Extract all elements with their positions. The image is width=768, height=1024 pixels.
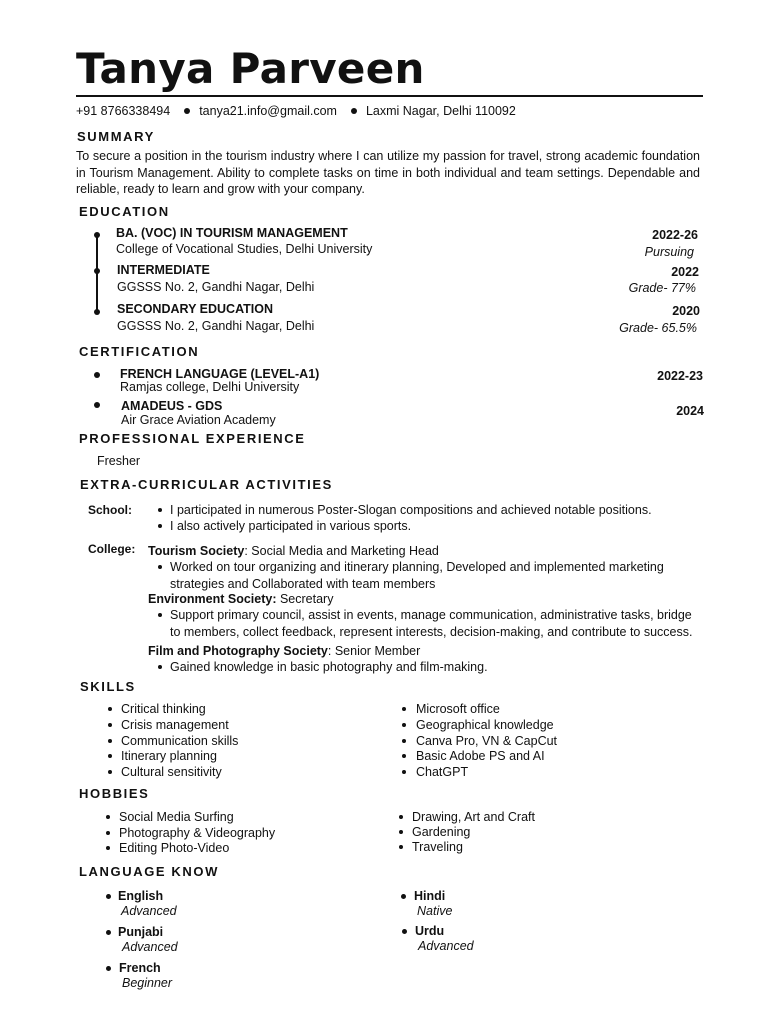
skill-item: Basic Adobe PS and AI — [416, 749, 545, 763]
language-level: Beginner — [122, 976, 173, 990]
certification-title: FRENCH LANGUAGE (LEVEL-A1) — [120, 367, 320, 381]
summary-heading: SUMMARY — [77, 129, 155, 144]
college-label: College: — [88, 542, 136, 556]
timeline-dot — [94, 232, 100, 238]
education-note: Pursuing — [644, 245, 694, 259]
college-society: Film and Photography Society: Senior Member — [148, 644, 421, 658]
education-note: Grade- 77% — [628, 281, 696, 295]
list-bullet — [106, 846, 110, 850]
location: Laxmi Nagar, Delhi 110092 — [365, 104, 516, 118]
list-bullet — [106, 894, 111, 899]
education-place: GGSSS No. 2, Gandhi Nagar, Delhi — [117, 280, 315, 294]
list-bullet — [106, 815, 110, 819]
experience-text: Fresher — [97, 454, 141, 468]
list-bullet — [402, 770, 406, 774]
list-bullet — [401, 894, 406, 899]
education-year: 2022 — [671, 265, 699, 279]
languages-heading: LANGUAGE KNOW — [79, 864, 219, 879]
school-activity: I participated in numerous Poster-Slogan compositions and achieved notable positions. — [170, 503, 652, 517]
skill-item: Cultural sensitivity — [121, 765, 222, 779]
certification-title: AMADEUS - GDS — [121, 399, 223, 413]
list-bullet — [399, 815, 403, 819]
certification-year: 2024 — [676, 404, 704, 418]
list-bullet — [108, 754, 112, 758]
school-activity: I also actively participated in various sports. — [170, 519, 412, 533]
list-bullet — [108, 770, 112, 774]
list-bullet — [402, 754, 406, 758]
language-level: Native — [417, 904, 453, 918]
list-bullet — [108, 739, 112, 743]
hobbies-heading: HOBBIES — [79, 786, 150, 801]
education-year: 2020 — [672, 304, 700, 318]
list-bullet — [158, 565, 162, 569]
hobby-item: Gardening — [412, 825, 471, 839]
certification-heading: CERTIFICATION — [79, 344, 200, 359]
list-bullet — [402, 723, 406, 727]
certification-place: Ramjas college, Delhi University — [120, 380, 300, 394]
list-bullet — [402, 739, 406, 743]
skill-item: Crisis management — [121, 718, 229, 732]
certification-bullet — [94, 402, 100, 408]
timeline-dot — [94, 268, 100, 274]
skill-item: Communication skills — [121, 734, 239, 748]
language-level: Advanced — [418, 939, 474, 953]
skill-item: ChatGPT — [416, 765, 469, 779]
skill-item: Itinerary planning — [121, 749, 217, 763]
timeline-dot — [94, 309, 100, 315]
list-bullet — [399, 845, 403, 849]
certification-year: 2022-23 — [657, 369, 703, 383]
certification-bullet — [94, 372, 100, 378]
hobby-item: Drawing, Art and Craft — [412, 810, 535, 824]
separator-dot — [351, 108, 357, 114]
language-name: English — [118, 889, 164, 903]
summary-text: To secure a position in the tourism industry where I can utilize my passion for travel, strong academic foundation in Tourism Management. Ability to complete tasks on time in both individual and team settings. Dependable and reliable, ready to learn and grow with your company. — [76, 149, 700, 196]
college-society: Environment Society: Secretary — [148, 592, 334, 606]
education-title: INTERMEDIATE — [117, 263, 210, 277]
language-name: Urdu — [415, 924, 445, 938]
certification-place: Air Grace Aviation Academy — [121, 413, 276, 427]
language-name: French — [119, 961, 161, 975]
language-name: Hindi — [414, 889, 446, 903]
hobby-item: Photography & Videography — [119, 826, 276, 840]
society-point: Support primary council, assist in events, manage communication, administrative tasks, bridge — [170, 608, 692, 622]
society-point: strategies and Collaborated with team members — [170, 577, 436, 591]
list-bullet — [399, 830, 403, 834]
language-level: Advanced — [121, 904, 177, 918]
contact-line — [76, 104, 516, 118]
list-bullet — [108, 707, 112, 711]
language-level: Advanced — [122, 940, 178, 954]
header-rule — [76, 95, 703, 97]
list-bullet — [402, 929, 407, 934]
candidate-name: Tanya Parveen — [76, 44, 425, 93]
list-bullet — [106, 930, 111, 935]
hobby-item: Traveling — [412, 840, 463, 854]
separator-dot — [184, 108, 190, 114]
school-label: School: — [88, 503, 132, 517]
list-bullet — [158, 508, 162, 512]
education-title: BA. (VOC) IN TOURISM MANAGEMENT — [116, 226, 348, 240]
list-bullet — [158, 524, 162, 528]
college-society: Tourism Society: Social Media and Marketing Head — [148, 544, 439, 558]
education-year: 2022-26 — [652, 228, 698, 242]
education-place: GGSSS No. 2, Gandhi Nagar, Delhi — [117, 319, 315, 333]
education-title: SECONDARY EDUCATION — [117, 302, 274, 316]
skills-heading: SKILLS — [80, 679, 136, 694]
education-heading: EDUCATION — [79, 204, 170, 219]
society-point: to members, collect feedback, represent interests, decision-making, and contribute to success. — [170, 625, 693, 639]
phone: +91 8766338494 — [76, 104, 171, 118]
skill-item: Geographical knowledge — [416, 718, 554, 732]
experience-heading: PROFESSIONAL EXPERIENCE — [79, 431, 306, 446]
list-bullet — [158, 613, 162, 617]
list-bullet — [106, 831, 110, 835]
list-bullet — [402, 707, 406, 711]
extracurricular-heading: EXTRA-CURRICULAR ACTIVITIES — [80, 477, 333, 492]
hobby-item: Editing Photo-Video — [119, 841, 230, 855]
education-place: College of Vocational Studies, Delhi University — [116, 242, 373, 256]
list-bullet — [158, 665, 162, 669]
email: tanya21.info@gmail.com — [199, 104, 337, 118]
society-point: Gained knowledge in basic photography and film-making. — [170, 660, 488, 674]
skill-item: Canva Pro, VN & CapCut — [416, 734, 558, 748]
list-bullet — [106, 966, 111, 971]
skill-item: Microsoft office — [416, 702, 500, 716]
hobby-item: Social Media Surfing — [119, 810, 234, 824]
list-bullet — [108, 723, 112, 727]
education-note: Grade- 65.5% — [619, 321, 697, 335]
skill-item: Critical thinking — [121, 702, 206, 716]
language-name: Punjabi — [118, 925, 164, 939]
society-point: Worked on tour organizing and itinerary planning, Developed and implemented marketing — [170, 560, 664, 574]
